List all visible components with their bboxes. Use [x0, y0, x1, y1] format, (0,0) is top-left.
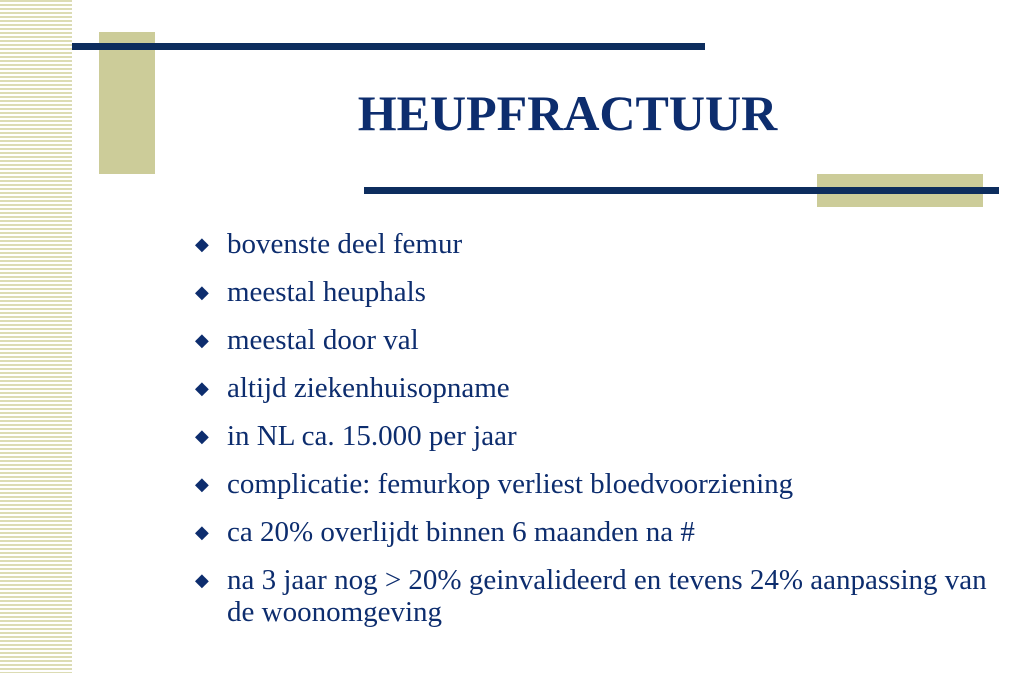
diamond-bullet-icon: ◆: [195, 474, 209, 494]
bullet-text: meestal door val: [227, 324, 419, 356]
diamond-bullet-icon: ◆: [195, 570, 209, 590]
bullet-item: [193, 420, 993, 452]
bullet-item: [193, 276, 993, 308]
bullet-text: altijd ziekenhuisopname: [227, 372, 510, 404]
bullet-item: [193, 468, 993, 500]
diamond-bullet-icon: ◆: [195, 426, 209, 446]
bullet-text: ca 20% overlijdt binnen 6 maanden na #: [227, 516, 695, 548]
title-rule-bottom: [364, 187, 999, 194]
accent-block-left: [99, 32, 155, 174]
title-rule-top: [72, 43, 705, 50]
diamond-bullet-icon: ◆: [195, 330, 209, 350]
slide-title: HEUPFRACTUUR: [357, 85, 778, 141]
diamond-bullet-icon: ◆: [195, 234, 209, 254]
diamond-bullet-icon: ◆: [195, 522, 209, 542]
bullet-text: in NL ca. 15.000 per jaar: [227, 420, 517, 452]
bullet-item: [193, 324, 993, 356]
bullet-text: na 3 jaar nog > 20% geinvalideerd en tevens 24% aanpassing van de woonomgeving: [227, 564, 987, 628]
bullet-text: meestal heuphals: [227, 276, 426, 308]
bullet-item: [193, 228, 993, 260]
bullet-text: bovenste deel femur: [227, 228, 463, 260]
decorative-stripes: [0, 0, 72, 673]
bullet-item: [193, 516, 993, 548]
bullet-item: [193, 564, 993, 628]
bullet-list: [193, 228, 993, 628]
diamond-bullet-icon: ◆: [195, 282, 209, 302]
diamond-bullet-icon: ◆: [195, 378, 209, 398]
bullet-text: complicatie: femurkop verliest bloedvoorziening: [227, 468, 794, 500]
bullet-item: [193, 372, 993, 404]
